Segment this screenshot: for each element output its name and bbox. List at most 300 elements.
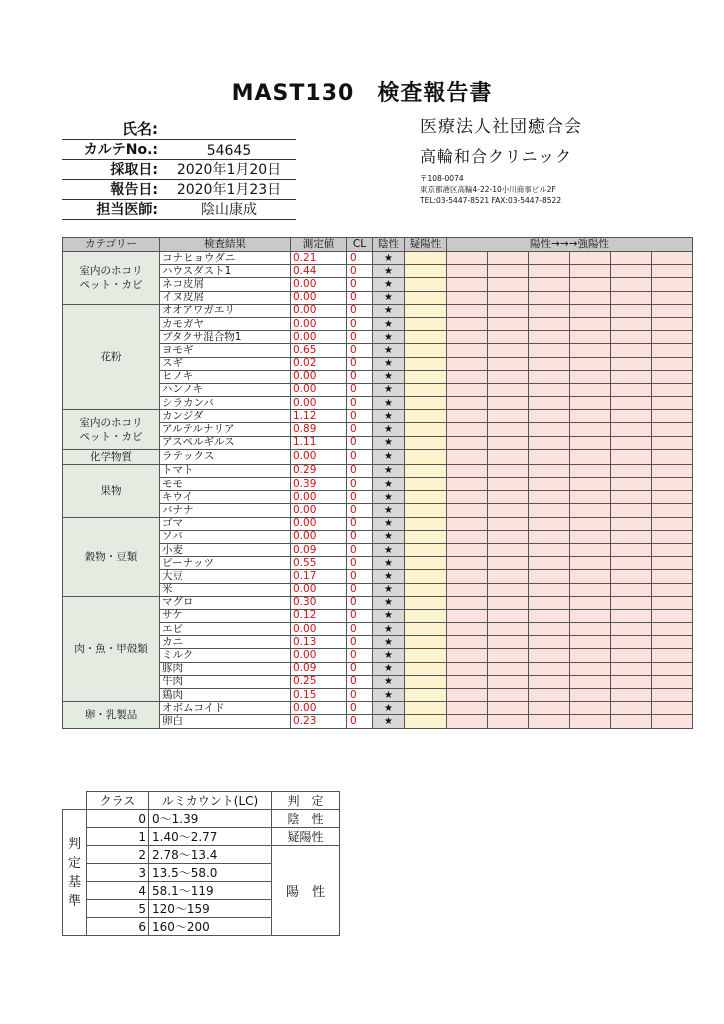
- criteria-side-label: 判 定 基 準: [63, 810, 87, 936]
- negative-mark-cell: ★: [373, 504, 405, 517]
- positive-cell: [447, 410, 488, 423]
- measured-value-cell: 0.00: [291, 702, 347, 715]
- test-name-cell: ミルク: [160, 649, 291, 662]
- positive-cell: [611, 317, 652, 330]
- negative-mark-cell: ★: [373, 449, 405, 464]
- test-name-cell: トマト: [160, 464, 291, 477]
- positive-cell: [529, 252, 570, 265]
- collected-date-label: 採取日:: [110, 162, 158, 178]
- measured-value-cell: 0.00: [291, 449, 347, 464]
- negative-mark-cell: ★: [373, 357, 405, 370]
- positive-cell: [611, 636, 652, 649]
- positive-cell: [652, 464, 693, 477]
- criteria-class-cell: 5: [87, 900, 149, 918]
- positive-cell: [447, 252, 488, 265]
- measured-value-cell: 1.12: [291, 410, 347, 423]
- test-name-cell: 鶏肉: [160, 689, 291, 702]
- patient-name-label: 氏名:: [122, 120, 158, 138]
- positive-cell: [447, 304, 488, 317]
- negative-mark-cell: ★: [373, 649, 405, 662]
- test-name-cell: 小麦: [160, 543, 291, 556]
- positive-cell: [447, 702, 488, 715]
- cl-cell: 0: [347, 702, 373, 715]
- results-body: [63, 252, 693, 729]
- positive-cell: [447, 570, 488, 583]
- positive-cell: [611, 517, 652, 530]
- negative-mark-cell: ★: [373, 252, 405, 265]
- positive-cell: [529, 636, 570, 649]
- positive-cell: [611, 623, 652, 636]
- positive-cell: [488, 436, 529, 449]
- borderline-cell: [405, 715, 447, 728]
- cl-cell: 0: [347, 344, 373, 357]
- positive-cell: [652, 383, 693, 396]
- clinic-info: [420, 112, 582, 206]
- positive-cell: [447, 317, 488, 330]
- borderline-cell: [405, 557, 447, 570]
- positive-cell: [611, 410, 652, 423]
- positive-cell: [570, 689, 611, 702]
- results-header-row: [63, 238, 693, 252]
- positive-cell: [570, 410, 611, 423]
- cl-cell: 0: [347, 530, 373, 543]
- positive-cell: [447, 278, 488, 291]
- positive-cell: [611, 278, 652, 291]
- measured-value-cell: 0.55: [291, 557, 347, 570]
- positive-cell: [652, 636, 693, 649]
- positive-cell: [652, 517, 693, 530]
- cl-cell: 0: [347, 623, 373, 636]
- measured-value-cell: 1.11: [291, 436, 347, 449]
- positive-cell: [488, 252, 529, 265]
- positive-cell: [652, 543, 693, 556]
- table-row: [63, 449, 693, 464]
- criteria-lc-cell: 0～1.39: [149, 810, 272, 828]
- cl-cell: 0: [347, 478, 373, 491]
- positive-cell: [570, 583, 611, 596]
- positive-cell: [652, 252, 693, 265]
- borderline-cell: [405, 331, 447, 344]
- negative-mark-cell: ★: [373, 702, 405, 715]
- category-cell: 室内のホコリ ペット・カビ: [63, 410, 160, 450]
- positive-cell: [570, 423, 611, 436]
- positive-cell: [529, 383, 570, 396]
- cl-cell: 0: [347, 543, 373, 556]
- positive-cell: [488, 662, 529, 675]
- positive-cell: [611, 304, 652, 317]
- table-row: [63, 464, 693, 477]
- category-cell: 穀物・豆類: [63, 517, 160, 596]
- test-name-cell: ソバ: [160, 530, 291, 543]
- positive-cell: [570, 265, 611, 278]
- positive-cell: [570, 317, 611, 330]
- positive-cell: [652, 715, 693, 728]
- positive-cell: [529, 344, 570, 357]
- positive-cell: [570, 397, 611, 410]
- positive-cell: [488, 464, 529, 477]
- measured-value-cell: 0.00: [291, 304, 347, 317]
- cl-cell: 0: [347, 464, 373, 477]
- test-name-cell: ネコ皮屑: [160, 278, 291, 291]
- positive-cell: [652, 410, 693, 423]
- positive-cell: [611, 504, 652, 517]
- positive-cell: [447, 397, 488, 410]
- positive-cell: [570, 478, 611, 491]
- positive-cell: [447, 543, 488, 556]
- borderline-cell: [405, 530, 447, 543]
- positive-cell: [447, 715, 488, 728]
- positive-cell: [570, 383, 611, 396]
- positive-cell: [570, 357, 611, 370]
- patient-name-row: [62, 120, 296, 140]
- positive-cell: [570, 557, 611, 570]
- cl-cell: 0: [347, 291, 373, 304]
- cl-cell: 0: [347, 517, 373, 530]
- positive-cell: [529, 557, 570, 570]
- table-row: [63, 304, 693, 317]
- positive-cell: [652, 675, 693, 688]
- positive-cell: [611, 383, 652, 396]
- positive-cell: [447, 423, 488, 436]
- borderline-cell: [405, 675, 447, 688]
- positive-cell: [652, 649, 693, 662]
- header-negative: 陰性: [373, 238, 405, 252]
- positive-cell: [529, 583, 570, 596]
- test-name-cell: ピーナッツ: [160, 557, 291, 570]
- borderline-cell: [405, 357, 447, 370]
- criteria-lc-cell: 13.5～58.0: [149, 864, 272, 882]
- criteria-lc-cell: 1.40～2.77: [149, 828, 272, 846]
- positive-cell: [447, 557, 488, 570]
- chart-number-row: [62, 140, 296, 160]
- negative-mark-cell: ★: [373, 662, 405, 675]
- test-name-cell: 卵白: [160, 715, 291, 728]
- positive-cell: [529, 530, 570, 543]
- test-name-cell: オボムコイド: [160, 702, 291, 715]
- cl-cell: 0: [347, 383, 373, 396]
- borderline-cell: [405, 464, 447, 477]
- table-row: [63, 410, 693, 423]
- positive-cell: [447, 291, 488, 304]
- positive-cell: [447, 464, 488, 477]
- positive-cell: [652, 370, 693, 383]
- cl-cell: 0: [347, 596, 373, 609]
- positive-cell: [488, 557, 529, 570]
- positive-cell: [652, 623, 693, 636]
- positive-cell: [611, 662, 652, 675]
- borderline-cell: [405, 252, 447, 265]
- borderline-cell: [405, 436, 447, 449]
- positive-cell: [652, 702, 693, 715]
- test-name-cell: ブタクサ混合物1: [160, 331, 291, 344]
- borderline-cell: [405, 383, 447, 396]
- clinic-organization: 医療法人社団癒合会: [420, 117, 582, 137]
- negative-mark-cell: ★: [373, 436, 405, 449]
- measured-value-cell: 0.15: [291, 689, 347, 702]
- cl-cell: 0: [347, 689, 373, 702]
- positive-cell: [447, 583, 488, 596]
- cl-cell: 0: [347, 410, 373, 423]
- positive-cell: [488, 478, 529, 491]
- positive-cell: [529, 357, 570, 370]
- measured-value-cell: 0.00: [291, 291, 347, 304]
- positive-cell: [529, 423, 570, 436]
- measured-value-cell: 0.12: [291, 609, 347, 622]
- positive-cell: [447, 344, 488, 357]
- measured-value-cell: 0.00: [291, 370, 347, 383]
- category-cell: 化学物質: [63, 449, 160, 464]
- cl-cell: 0: [347, 436, 373, 449]
- positive-cell: [488, 609, 529, 622]
- criteria-lc-cell: 160～200: [149, 918, 272, 936]
- test-name-cell: ハウスダスト1: [160, 265, 291, 278]
- negative-mark-cell: ★: [373, 478, 405, 491]
- measured-value-cell: 0.00: [291, 530, 347, 543]
- positive-cell: [611, 436, 652, 449]
- positive-cell: [611, 649, 652, 662]
- test-name-cell: 牛肉: [160, 675, 291, 688]
- cl-cell: 0: [347, 370, 373, 383]
- table-row: [63, 596, 693, 609]
- cl-cell: 0: [347, 331, 373, 344]
- positive-cell: [488, 702, 529, 715]
- positive-cell: [488, 291, 529, 304]
- criteria-positive-cell: 陽 性: [272, 846, 340, 936]
- criteria-lc-cell: 120～159: [149, 900, 272, 918]
- borderline-cell: [405, 423, 447, 436]
- measured-value-cell: 0.23: [291, 715, 347, 728]
- positive-cell: [447, 357, 488, 370]
- borderline-cell: [405, 596, 447, 609]
- positive-cell: [488, 265, 529, 278]
- positive-cell: [529, 291, 570, 304]
- negative-mark-cell: ★: [373, 596, 405, 609]
- positive-cell: [570, 252, 611, 265]
- header-result: 検査結果: [160, 238, 291, 252]
- test-name-cell: エビ: [160, 623, 291, 636]
- criteria-row: [63, 828, 340, 846]
- criteria-body: [63, 810, 340, 936]
- test-name-cell: サケ: [160, 609, 291, 622]
- positive-cell: [529, 265, 570, 278]
- positive-cell: [529, 491, 570, 504]
- positive-cell: [611, 491, 652, 504]
- positive-cell: [529, 410, 570, 423]
- test-name-cell: バナナ: [160, 504, 291, 517]
- measured-value-cell: 0.65: [291, 344, 347, 357]
- criteria-header-judgement: 判 定: [272, 792, 340, 810]
- positive-cell: [570, 491, 611, 504]
- positive-cell: [611, 449, 652, 464]
- borderline-cell: [405, 491, 447, 504]
- test-name-cell: 米: [160, 583, 291, 596]
- cl-cell: 0: [347, 317, 373, 330]
- positive-cell: [611, 291, 652, 304]
- reported-date-label: 報告日:: [110, 182, 158, 198]
- test-name-cell: カモガヤ: [160, 317, 291, 330]
- positive-cell: [488, 715, 529, 728]
- category-cell: 肉・魚・甲殻類: [63, 596, 160, 702]
- positive-cell: [611, 265, 652, 278]
- positive-cell: [529, 370, 570, 383]
- criteria-lc-cell: 58.1～119: [149, 882, 272, 900]
- negative-mark-cell: ★: [373, 491, 405, 504]
- positive-cell: [570, 649, 611, 662]
- positive-cell: [611, 423, 652, 436]
- measured-value-cell: 0.00: [291, 383, 347, 396]
- positive-cell: [570, 702, 611, 715]
- report-title: MAST130 検査報告書: [231, 81, 493, 106]
- measured-value-cell: 0.44: [291, 265, 347, 278]
- borderline-cell: [405, 278, 447, 291]
- positive-cell: [652, 583, 693, 596]
- positive-cell: [611, 543, 652, 556]
- negative-mark-cell: ★: [373, 344, 405, 357]
- positive-cell: [570, 304, 611, 317]
- positive-cell: [447, 675, 488, 688]
- cl-cell: 0: [347, 583, 373, 596]
- measured-value-cell: 0.00: [291, 649, 347, 662]
- measured-value-cell: 0.21: [291, 252, 347, 265]
- positive-cell: [529, 449, 570, 464]
- test-name-cell: ヨモギ: [160, 344, 291, 357]
- chart-number-label: カルテNo.:: [83, 142, 158, 158]
- positive-cell: [488, 649, 529, 662]
- negative-mark-cell: ★: [373, 517, 405, 530]
- borderline-cell: [405, 397, 447, 410]
- negative-mark-cell: ★: [373, 623, 405, 636]
- criteria-class-cell: 1: [87, 828, 149, 846]
- criteria-header-class: クラス: [87, 792, 149, 810]
- measured-value-cell: 0.00: [291, 278, 347, 291]
- positive-cell: [611, 702, 652, 715]
- positive-cell: [611, 675, 652, 688]
- negative-mark-cell: ★: [373, 397, 405, 410]
- positive-cell: [529, 649, 570, 662]
- positive-cell: [529, 436, 570, 449]
- category-cell: 卵・乳製品: [63, 702, 160, 728]
- measured-value-cell: 0.00: [291, 397, 347, 410]
- measured-value-cell: 0.02: [291, 357, 347, 370]
- positive-cell: [611, 357, 652, 370]
- negative-mark-cell: ★: [373, 715, 405, 728]
- positive-cell: [611, 252, 652, 265]
- positive-cell: [488, 583, 529, 596]
- positive-cell: [488, 530, 529, 543]
- positive-cell: [488, 383, 529, 396]
- positive-cell: [529, 543, 570, 556]
- positive-cell: [488, 675, 529, 688]
- positive-cell: [570, 517, 611, 530]
- cl-cell: 0: [347, 357, 373, 370]
- positive-cell: [570, 570, 611, 583]
- positive-cell: [447, 596, 488, 609]
- doctor-label: 担当医師:: [96, 202, 158, 218]
- positive-cell: [652, 478, 693, 491]
- criteria-row: [63, 846, 340, 864]
- criteria-header-blank: [63, 792, 87, 810]
- positive-cell: [611, 583, 652, 596]
- category-cell: 室内のホコリ ペット・カビ: [63, 252, 160, 305]
- positive-cell: [570, 449, 611, 464]
- positive-cell: [611, 370, 652, 383]
- positive-cell: [570, 636, 611, 649]
- positive-cell: [447, 636, 488, 649]
- cl-cell: 0: [347, 449, 373, 464]
- clinic-postal: 〒108-0074: [420, 174, 464, 183]
- measured-value-cell: 0.00: [291, 504, 347, 517]
- positive-cell: [652, 689, 693, 702]
- positive-cell: [529, 662, 570, 675]
- negative-mark-cell: ★: [373, 609, 405, 622]
- borderline-cell: [405, 265, 447, 278]
- positive-cell: [652, 357, 693, 370]
- test-name-cell: アスペルギルス: [160, 436, 291, 449]
- header-positive: 陽性→→→強陽性: [447, 238, 693, 252]
- measured-value-cell: 0.00: [291, 317, 347, 330]
- positive-cell: [529, 715, 570, 728]
- test-name-cell: ゴマ: [160, 517, 291, 530]
- positive-cell: [529, 517, 570, 530]
- positive-cell: [652, 609, 693, 622]
- positive-cell: [447, 436, 488, 449]
- table-row: [63, 702, 693, 715]
- positive-cell: [447, 383, 488, 396]
- test-name-cell: モモ: [160, 478, 291, 491]
- cl-cell: 0: [347, 649, 373, 662]
- positive-cell: [611, 464, 652, 477]
- positive-cell: [611, 478, 652, 491]
- cl-cell: 0: [347, 675, 373, 688]
- positive-cell: [529, 702, 570, 715]
- negative-mark-cell: ★: [373, 543, 405, 556]
- test-name-cell: カニ: [160, 636, 291, 649]
- borderline-cell: [405, 662, 447, 675]
- measured-value-cell: 0.29: [291, 464, 347, 477]
- positive-cell: [611, 715, 652, 728]
- positive-cell: [529, 623, 570, 636]
- borderline-cell: [405, 543, 447, 556]
- negative-mark-cell: ★: [373, 291, 405, 304]
- positive-cell: [488, 410, 529, 423]
- borderline-cell: [405, 689, 447, 702]
- test-name-cell: キウイ: [160, 491, 291, 504]
- positive-cell: [488, 449, 529, 464]
- positive-cell: [570, 436, 611, 449]
- negative-mark-cell: ★: [373, 370, 405, 383]
- positive-cell: [488, 317, 529, 330]
- positive-cell: [447, 331, 488, 344]
- positive-cell: [488, 596, 529, 609]
- borderline-cell: [405, 344, 447, 357]
- positive-cell: [447, 449, 488, 464]
- category-cell: 花粉: [63, 304, 160, 410]
- positive-cell: [652, 317, 693, 330]
- positive-cell: [652, 331, 693, 344]
- borderline-cell: [405, 623, 447, 636]
- cl-cell: 0: [347, 265, 373, 278]
- positive-cell: [652, 304, 693, 317]
- borderline-cell: [405, 609, 447, 622]
- positive-cell: [488, 344, 529, 357]
- positive-cell: [488, 304, 529, 317]
- positive-cell: [570, 543, 611, 556]
- positive-cell: [570, 623, 611, 636]
- positive-cell: [447, 478, 488, 491]
- measured-value-cell: 0.00: [291, 331, 347, 344]
- test-name-cell: カンジダ: [160, 410, 291, 423]
- positive-cell: [529, 675, 570, 688]
